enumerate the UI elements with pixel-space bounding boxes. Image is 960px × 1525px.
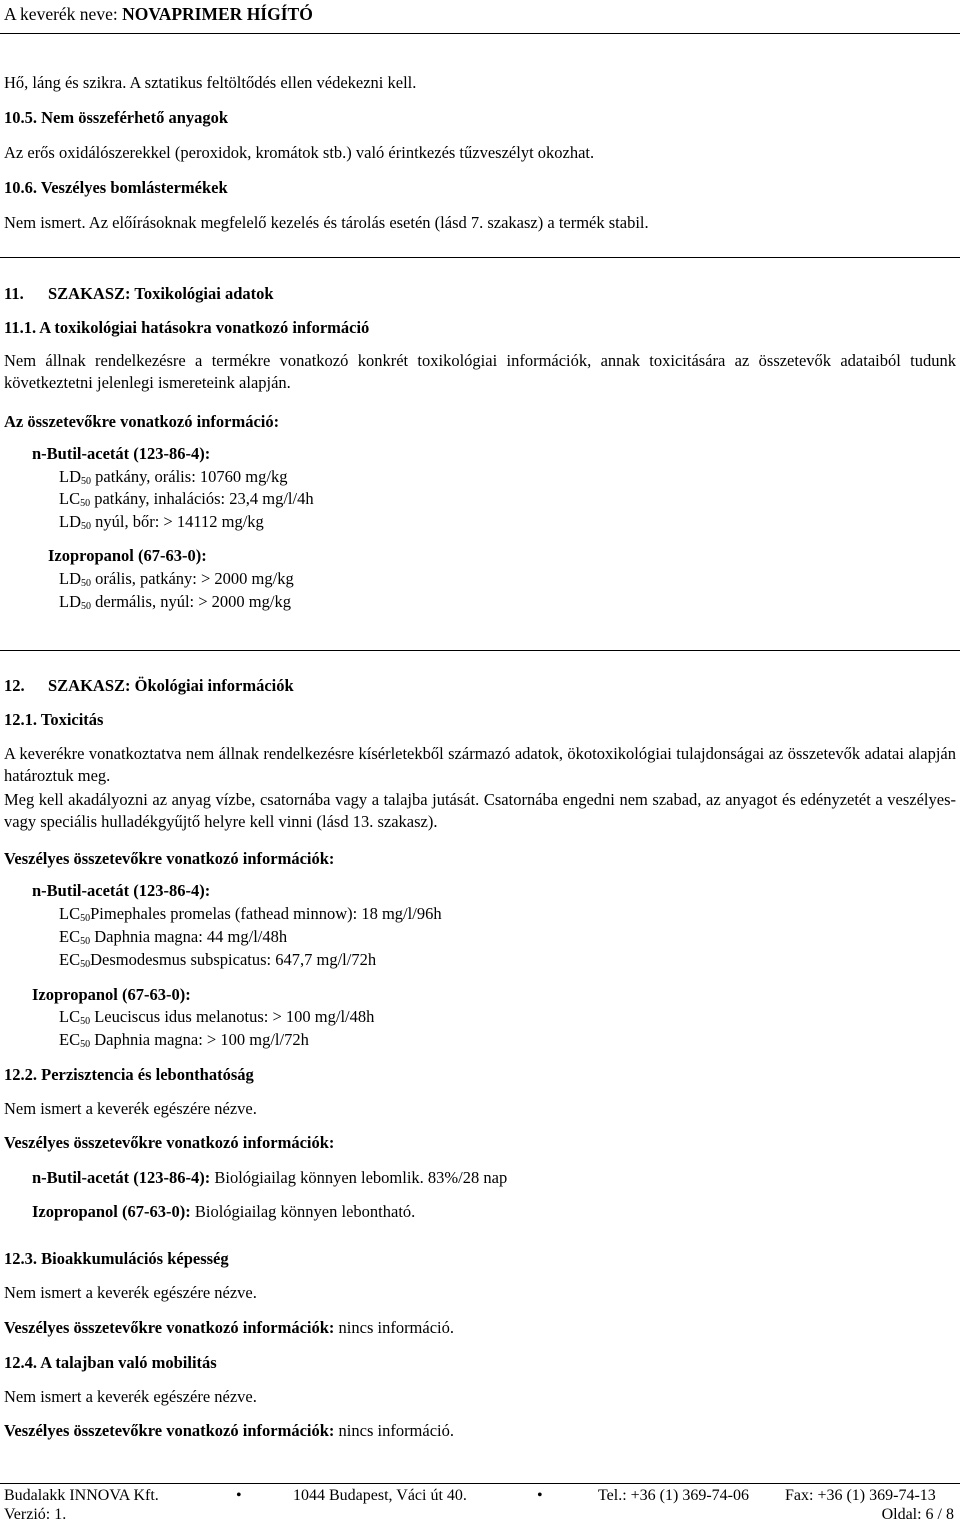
header-label: A keverék neve: — [4, 4, 123, 24]
component-name: n-Butil-acetát (123-86-4): — [32, 881, 211, 900]
subsection-12-2-text: Nem ismert a keverék egészére nézve. — [4, 1099, 257, 1118]
tox-value-line: $LD_{50}$ orális, patkány: > 2000 mg/kg — [59, 569, 294, 589]
footer-version: Verzió: 1. — [4, 1506, 67, 1523]
footer-page-number: Oldal: 6 / 8 — [881, 1506, 954, 1523]
hazardous-components-heading: Veszélyes összetevőkre vonatkozó információk: — [4, 1133, 335, 1152]
section-12-title: SZAKASZ: Ökológiai információk — [48, 676, 294, 695]
footer-company: Budalakk INNOVA Kft. — [4, 1487, 159, 1504]
bullet-icon: • — [537, 1487, 543, 1504]
section-11-number: 11. — [4, 284, 24, 303]
tox-value-line: $LC_{50}$ patkány, inhalációs: 23,4 mg/l/4h — [59, 489, 314, 509]
subsection-10-6-heading: 10.6. Veszélyes bomlástermékek — [4, 178, 228, 197]
subsection-12-3-text: Nem ismert a keverék egészére nézve. — [4, 1283, 257, 1302]
component-name: n-Butil-acetát (123-86-4): — [32, 444, 211, 463]
tox-value-line: $LD_{50}$ nyúl, bőr: > 14112 mg/kg — [59, 512, 264, 532]
eco-value-line: $EC_{50}$ Daphnia magna: > 100 mg/l/72h — [59, 1030, 309, 1050]
section-11-rule — [0, 257, 960, 258]
tox-value-line: $LD_{50}$ dermális, nyúl: > 2000 mg/kg — [59, 592, 291, 612]
section-12-number: 12. — [4, 676, 25, 695]
components-heading: Az összetevőkre vonatkozó információ: — [4, 412, 280, 431]
subsection-10-6-text: Nem ismert. Az előírásoknak megfelelő kezelés és tárolás esetén (lásd 7. szakasz) a termék stabil. — [4, 213, 649, 232]
eco-value-line: $LC_{50}Pimephales$ promelas (fathead minnow): 18 mg/l/96h — [59, 904, 442, 924]
header-rule — [0, 33, 960, 34]
component-name: Izopropanol (67-63-0): — [48, 546, 207, 565]
degradation-line: n-Butil-acetát (123-86-4): Biológiailag könnyen lebomlik. 83%/28 nap — [32, 1168, 508, 1187]
eco-value-line: $EC_{50}$ Daphnia magna: 44 mg/l/48h — [59, 927, 288, 947]
tox-value-line: $LD_{50}$ patkány, orális: 10760 mg/kg — [59, 467, 288, 487]
subsection-12-3-heading: 12.3. Bioakkumulációs képesség — [4, 1249, 229, 1268]
footer-tel: Tel.: +36 (1) 369-74-06 — [598, 1487, 749, 1504]
subsection-12-4-heading: 12.4. A talajban való mobilitás — [4, 1353, 217, 1372]
subsection-12-1-heading: 12.1. Toxicitás — [4, 710, 104, 729]
hazardous-components-line: Veszélyes összetevőkre vonatkozó információk: nincs információ. — [4, 1318, 454, 1337]
subsection-12-4-text: Nem ismert a keverék egészére nézve. — [4, 1387, 257, 1406]
section-12-paragraph-1: A keverékre vonatkoztatva nem állnak rendelkezésre kísérletekből származó adatok, ökotoxikológiai tulajdonságai az összetevők adatai alapján határoztuk meg. — [4, 744, 956, 785]
degradation-line: Izopropanol (67-63-0): Biológiailag könnyen lebontható. — [32, 1202, 416, 1221]
footer-address: 1044 Budapest, Váci út 40. — [293, 1487, 467, 1504]
footer-fax: Fax: +36 (1) 369-74-13 — [785, 1487, 936, 1504]
eco-value-line: $EC_{50}Desmodesmus$ subspicatus: 647,7 mg/l/72h — [59, 950, 377, 970]
component-name: Izopropanol (67-63-0): — [32, 985, 191, 1004]
subsection-10-5-text: Az erős oxidálószerekkel (peroxidok, kromátok stb.) való érintkezés tűzveszélyt okozhat. — [4, 143, 595, 162]
subsection-12-2-heading: 12.2. Perzisztencia és lebonthatóság — [4, 1065, 254, 1084]
hazardous-components-line: Veszélyes összetevőkre vonatkozó információk: nincs információ. — [4, 1421, 454, 1440]
document-header — [4, 4, 313, 24]
footer-rule — [0, 1483, 960, 1484]
section-11-paragraph: Nem állnak rendelkezésre a termékre vonatkozó konkrét toxikológiai információk, annak toxicitására az összetevők adataiból tudunk következtetni jelenlegi ismereteink alapján. — [4, 351, 956, 392]
section-12-paragraph-2: Meg kell akadályozni az anyag vízbe, csatornába vagy a talajba jutását. Csatornába engedni nem szabad, az anyagot és edényzetét a veszélyes- vagy speciális hulladékgyűjtő helyre kell vinni (lásd 13. szakasz). — [4, 790, 956, 831]
subsection-11-1-heading: 11.1. A toxikológiai hatásokra vonatkozó információ — [4, 318, 370, 337]
hazardous-components-heading: Veszélyes összetevőkre vonatkozó információk: — [4, 849, 335, 868]
section-12-rule — [0, 650, 960, 651]
bullet-icon: • — [236, 1487, 242, 1504]
fire-note: Hő, láng és szikra. A sztatikus feltöltődés ellen védekezni kell. — [4, 73, 417, 92]
subsection-10-5-heading: 10.5. Nem összeférhető anyagok — [4, 108, 229, 127]
product-name: NOVAPRIMER HÍGÍTÓ — [122, 4, 313, 24]
section-11-title: SZAKASZ: Toxikológiai adatok — [48, 284, 274, 303]
eco-value-line: $LC_{50}$ Leuciscus idus melanotus: > 100 mg/l/48h — [59, 1007, 375, 1027]
